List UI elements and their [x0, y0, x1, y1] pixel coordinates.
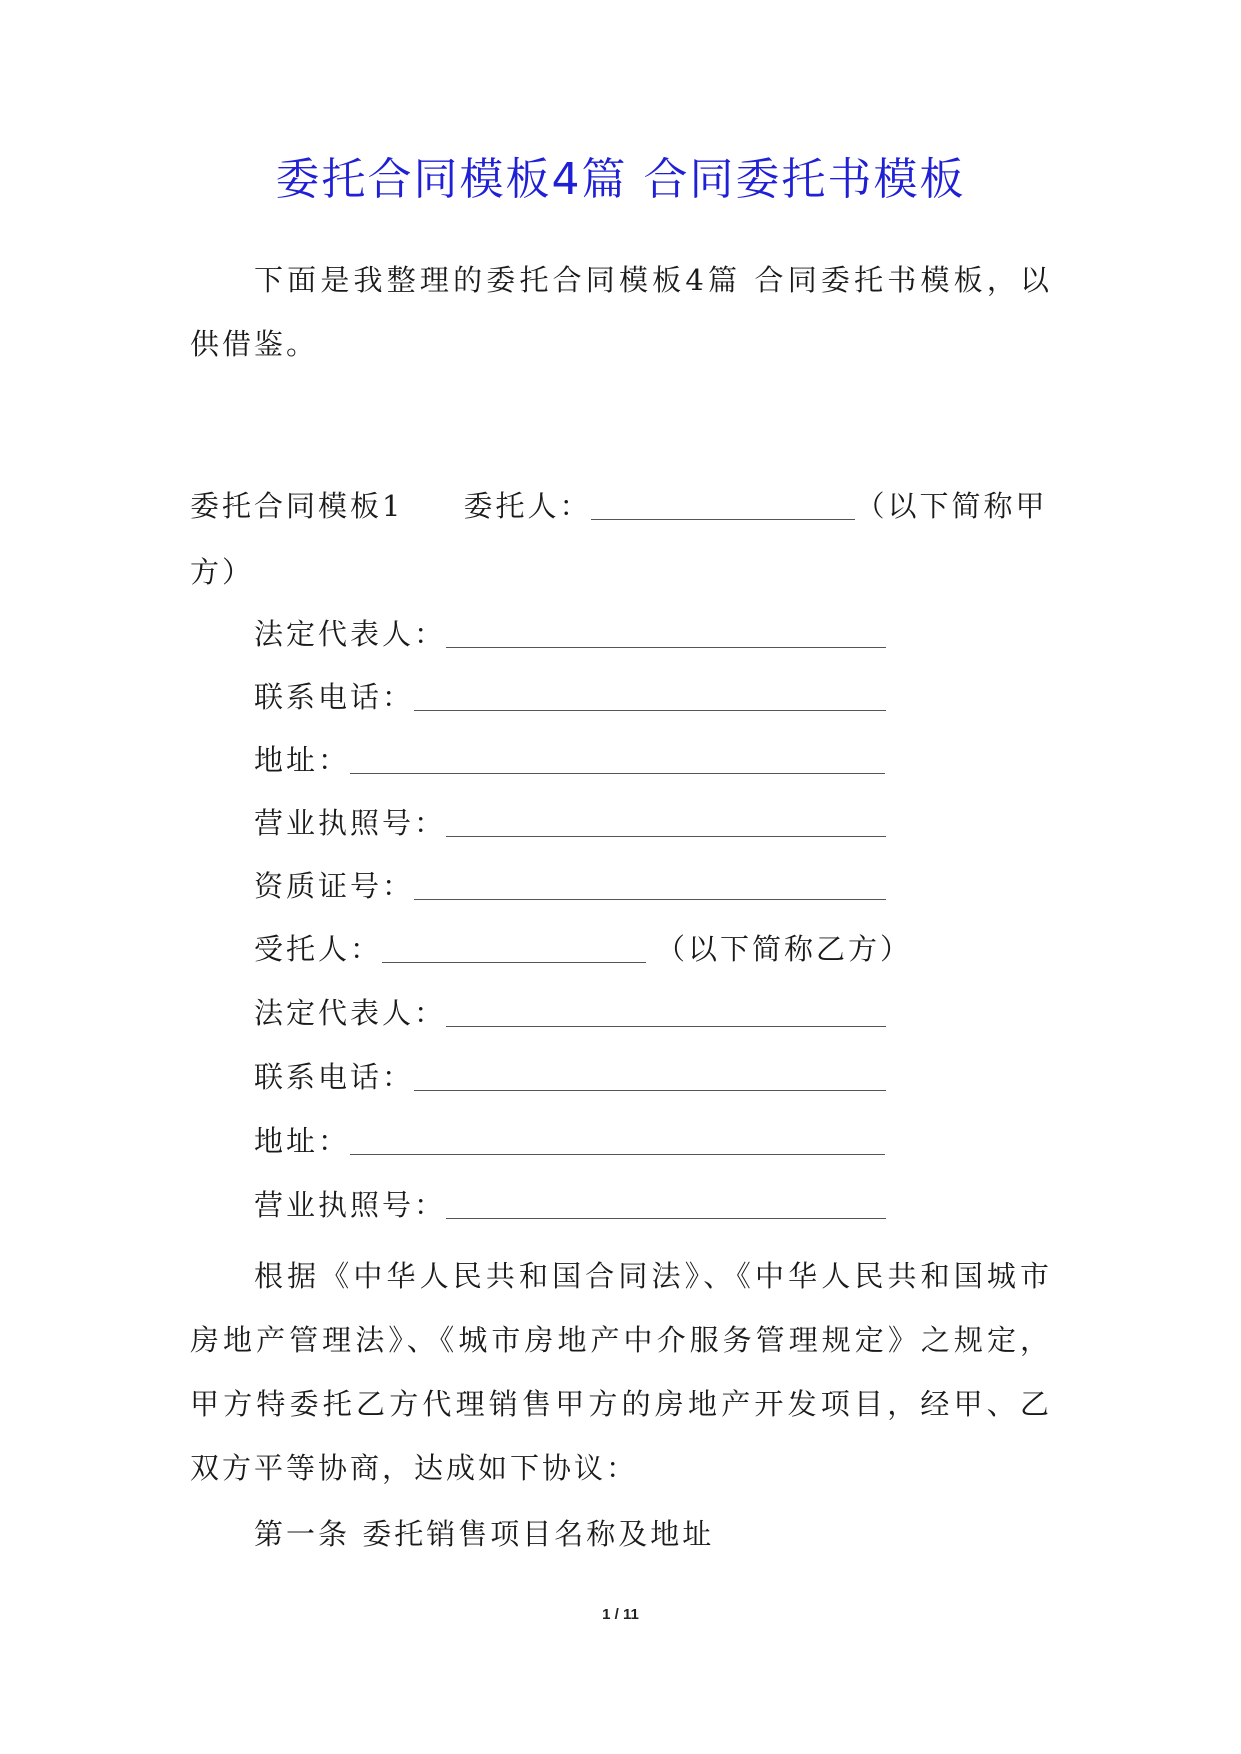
principal-row [190, 486, 1047, 526]
page-indicator: 1 / 11 [602, 1606, 639, 1623]
field-label: 地址： [254, 1124, 351, 1158]
field-label: 资质证号： [254, 869, 415, 903]
party-a-legal-rep-field [254, 614, 886, 654]
field-label: 联系电话： [254, 680, 415, 714]
field-blank[interactable] [414, 682, 886, 711]
document-title: 委托合同模板4篇 合同委托书模板 [275, 154, 966, 205]
field-label: 营业执照号： [254, 806, 447, 840]
agent-label: 受托人： [254, 932, 383, 966]
agent-suffix: （以下简称乙方） [656, 932, 913, 966]
field-label: 法定代表人： [254, 996, 447, 1030]
agent-row [254, 929, 912, 969]
principal-blank[interactable] [591, 491, 855, 520]
basis-paragraph: 根据《中华人民共和国合同法》、《中华人民共和国城市房地产管理法》、《城市房地产中介服务管理规定》之规定，甲方特委托乙方代理销售甲方的房地产开发项目，经甲、乙双方平等协商，达成如下协议： [190, 1259, 1052, 1485]
field-blank[interactable] [446, 808, 886, 837]
field-label: 联系电话： [254, 1060, 415, 1094]
field-blank[interactable] [446, 998, 886, 1027]
contract-heading: 委托合同模板1 [190, 489, 404, 523]
agent-blank[interactable] [382, 934, 646, 963]
field-blank[interactable] [350, 745, 885, 774]
party-a-address-field [254, 740, 885, 780]
party-a-qualification-field [254, 866, 886, 906]
field-label: 地址： [254, 743, 351, 777]
principal-suffix-cont: 方） [190, 555, 255, 589]
field-blank[interactable] [414, 871, 886, 900]
field-blank[interactable] [446, 619, 886, 648]
field-label: 营业执照号： [254, 1188, 447, 1222]
field-blank[interactable] [446, 1190, 886, 1219]
party-b-legal-rep-field [254, 993, 886, 1033]
party-b-phone-field [254, 1057, 886, 1097]
field-blank[interactable] [414, 1062, 886, 1091]
field-blank[interactable] [350, 1126, 885, 1155]
party-b-address-field [254, 1121, 885, 1161]
article-1-heading: 第一条 委托销售项目名称及地址 [254, 1517, 715, 1551]
principal-suffix: （以下简称甲 [855, 489, 1048, 523]
intro-paragraph: 下面是我整理的委托合同模板4篇 合同委托书模板，以供借鉴。 [190, 263, 1052, 361]
party-b-license-field [254, 1185, 886, 1225]
principal-label: 委托人： [463, 489, 592, 523]
field-label: 法定代表人： [254, 617, 447, 651]
party-a-license-field [254, 803, 886, 843]
party-a-phone-field [254, 677, 886, 717]
